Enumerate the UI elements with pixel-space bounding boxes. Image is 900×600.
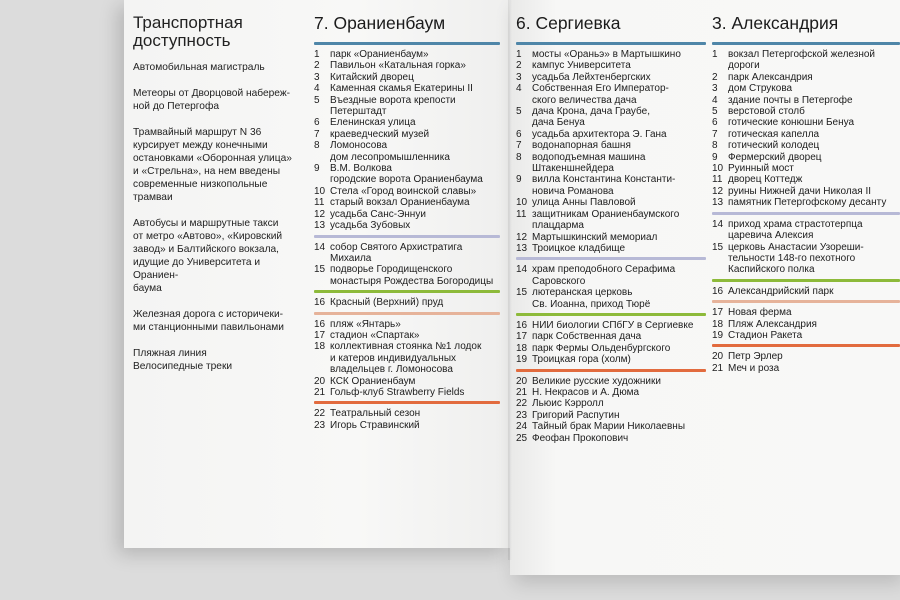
entry-number: 18 [516,342,528,354]
transport-item: Железная дорога с историчеки- ми станционными павильонами [133,309,284,333]
entry-label: водоподъемная машина Штакеншнейдера [532,151,646,175]
entry-label: Стадион Ракета [728,329,803,341]
entry-label: Руинный мост [728,163,794,175]
entry-number: 13 [712,197,724,209]
legend-entry [516,243,706,254]
entry-number: 18 [314,341,326,353]
entry-number: 25 [516,432,528,444]
entry-label: стадион «Спартак» [330,329,420,341]
transport-item: Автомобильная магистраль [133,62,265,73]
legend-group [712,42,900,209]
legend-entry [314,264,500,287]
legend-entry [516,72,706,83]
column-oranienbaum [314,12,500,433]
entry-label: Ломоносова дом лесопромышленника [330,140,450,163]
legend-group [516,313,706,366]
entry-number: 16 [314,318,326,330]
entry-number: 5 [314,94,320,106]
entry-label: мосты «Ораньэ» в Мартышкино [532,49,681,60]
legend-entry [516,209,706,232]
entry-number: 24 [516,421,528,433]
entry-number: 14 [712,218,724,230]
entry-label: Григорий Распутин [532,409,620,421]
color-bar-blue [516,42,706,45]
entry-number: 2 [712,71,718,83]
entry-number: 15 [314,264,326,276]
entry-label: верстовой столб [728,106,805,118]
color-bar-orange [516,369,706,372]
entry-number: 23 [314,419,326,431]
entry-number: 8 [516,151,522,163]
legend-entry [712,140,900,151]
entry-label: усадьба архитектора Э. Гана [532,128,667,140]
entry-number: 16 [712,285,724,297]
transport-column [133,14,303,386]
legend-entry [712,83,900,94]
legend-entry [314,83,500,94]
entry-number: 15 [516,287,528,299]
legend-entry [516,60,706,71]
legend-group [314,42,500,232]
entry-label: усадьба Санс-Эннуи [330,208,426,220]
color-bar-green [516,313,706,316]
entry-label: Фермерский дворец [728,151,822,163]
entry-label: дворец Коттедж [728,174,803,186]
legend-entry [516,129,706,140]
legend-group [314,235,500,288]
legend-entry [516,421,706,432]
entry-label: парк «Ораниенбаум» [330,49,429,60]
entry-number: 19 [712,329,724,341]
entry-label: Пляж Александрия [728,318,817,330]
legend-entry [314,209,500,220]
entry-number: 2 [516,60,522,72]
entry-number: 21 [516,386,528,398]
legend-entry [712,286,900,297]
legend-entry [314,387,500,398]
entry-number: 15 [712,241,724,253]
entry-number: 16 [516,319,528,331]
entry-number: 13 [314,220,326,232]
entry-number: 6 [516,128,522,140]
entry-label: Троицкая гора (холм) [532,354,631,366]
legend-entry [516,264,706,287]
legend-entry [516,287,706,310]
entry-label: Собственная Его Император- ского величества дача [532,83,669,106]
entry-number: 21 [712,362,724,374]
entry-number: 8 [712,140,718,152]
legend-entry [314,95,500,118]
entry-number: 14 [516,264,528,276]
legend-entry [314,297,500,308]
legend-entry [712,197,900,208]
color-bar-lavender [314,235,500,238]
entry-label: Меч и роза [728,362,780,374]
entry-label: старый вокзал Ораниенбаума [330,197,470,209]
color-bar-blue [712,42,900,45]
legend-entry [516,232,706,243]
legend-entry [712,129,900,140]
entry-number: 20 [516,375,528,387]
legend-group [712,300,900,341]
legend-group [712,344,900,374]
entry-number: 9 [712,151,718,163]
legend-entry [314,330,500,341]
legend-entry [516,106,706,129]
legend-entry [314,186,500,197]
entry-label: собор Святого Архистратига Михаила [330,241,463,264]
entry-label: подворье Городищенского монастыря Рождества Богородицы [330,264,494,287]
column-sergievka [516,12,706,446]
entry-label: Павильон «Катальная горка» [330,60,466,72]
color-bar-peach [314,312,500,315]
entry-number: 11 [712,174,723,186]
entry-number: 2 [314,60,320,72]
legend-entry [516,140,706,151]
entry-number: 8 [314,140,320,152]
entry-label: краеведческий музей [330,128,430,140]
entry-number: 10 [314,185,326,197]
legend-entry [314,140,500,163]
entry-number: 1 [516,49,522,60]
entry-label: готический колодец [728,140,820,152]
entry-number: 5 [516,106,522,118]
legend-entry [712,72,900,83]
entry-label: Еленинская улица [330,117,416,129]
entry-label: Стела «Город воинской славы» [330,185,477,197]
legend-group [712,279,900,297]
legend-entry [516,376,706,387]
legend-entry [314,242,500,265]
entry-label: Китайский дворец [330,71,414,83]
entry-number: 22 [314,408,326,420]
legend-entry [712,174,900,185]
legend-entry [314,319,500,330]
entry-number: 9 [314,163,320,175]
entry-label: готическая капелла [728,128,820,140]
entry-number: 4 [314,83,320,95]
entry-label: Феофан Прокопович [532,432,629,444]
entry-number: 6 [712,117,718,129]
entry-label: дача Крона, дача Граубе, дача Бенуа [532,106,650,129]
transport-title: Транспортная доступность [133,13,243,50]
legend-entry [712,117,900,128]
entry-label: НИИ биологии СПбГУ в Сергиевке [532,319,694,331]
transport-item: Автобусы и маршрутные такси от метро «Автово», «Кировский завод» и Балтийского вокзала, идущие до Университета и Ораниен- баума [133,218,283,294]
entry-label: защитникам Ораниенбаумского плацдарма [532,208,680,232]
transport-list [133,61,303,373]
entry-number: 19 [516,354,528,366]
legend-entry [314,197,500,208]
entry-number: 9 [516,174,522,186]
legend-entry [712,186,900,197]
entry-number: 7 [712,128,718,140]
legend-entry [516,410,706,421]
legend-entry [516,152,706,175]
column-title: 6. Сергиевка [516,13,621,33]
legend-entry [712,330,900,341]
entry-label: приход храма страстотерпца царевича Алексия [728,218,863,242]
entry-label: Мартышкинский мемориал [532,231,658,243]
color-bar-blue [314,42,500,45]
entry-label: храм преподобного Серафима Саровского [532,264,676,287]
legend-group [314,312,500,399]
entry-label: КСК Ораниенбаум [330,375,416,387]
color-bar-lavender [516,257,706,260]
entry-number: 16 [314,297,326,309]
legend-entry [712,163,900,174]
legend-entry [314,408,500,419]
entry-label: здание почты в Петергофе [728,94,853,106]
entry-label: Великие русские художники [532,375,661,387]
entry-label: В.М. Волкова городские ворота Ораниенбаума [330,163,483,186]
legend-entry [516,433,706,444]
legend-group [516,42,706,254]
legend-entry [314,163,500,186]
entry-label: вокзал Петергофской железной дороги [728,49,875,72]
entry-label: кампус Университета [532,60,631,72]
entry-number: 12 [314,208,326,220]
legend-entry [712,363,900,374]
legend-group [516,257,706,310]
legend-entry [314,341,500,375]
column-title: 7. Ораниенбаум [314,13,446,33]
entry-number: 3 [516,71,522,83]
entry-number: 20 [712,351,724,363]
color-bar-orange [314,401,500,404]
entry-label: водонапорная башня [532,140,631,152]
legend-entry [516,387,706,398]
legend-entry [712,307,900,318]
entry-label: лютеранская церковь Св. Иоанна, приход Тюрё [532,287,651,310]
legend-entry [516,343,706,354]
column-alexandria [712,12,900,376]
entry-number: 5 [712,106,718,118]
legend-entry [516,174,706,197]
entry-number: 17 [516,331,528,343]
legend-entry [516,331,706,342]
legend-entry [314,60,500,71]
entry-number: 7 [516,140,522,152]
legend-entry [314,49,500,60]
legend-entry [516,83,706,106]
entry-label: Александрийский парк [728,285,834,297]
entry-number: 14 [314,241,326,253]
legend-entry [314,129,500,140]
entry-label: Каменная скамья Екатерины II [330,83,473,95]
transport-item: Метеоры от Дворцовой набереж- ной до Петергофа [133,88,291,112]
legend-entry [516,197,706,208]
entry-label: Тайный брак Марии Николаевны [532,421,686,433]
legend-entry [516,354,706,365]
legend-entry [516,320,706,331]
legend-entry [712,219,900,242]
entry-label: Игорь Стравинский [330,419,420,431]
entry-number: 17 [712,307,724,319]
color-bar-peach [712,300,900,303]
legend-group [314,290,500,308]
legend-entry [712,242,900,276]
legend-group [516,369,706,444]
entry-number: 4 [516,83,522,95]
entry-label: Въездные ворота крепости Петерштадт [330,94,456,118]
entry-number: 11 [314,197,325,209]
entry-label: руины Нижней дачи Николая II [728,185,872,197]
entry-label: церковь Анастасии Узореши- тельности 148-го пехотного Каспийского полка [728,241,864,276]
entry-label: Театральный сезон [330,408,421,420]
entry-label: Красный (Верхний) пруд [330,297,444,309]
entry-number: 21 [314,386,326,398]
brochure-fold [508,0,512,560]
entry-label: Гольф-клуб Strawberry Fields [330,386,465,398]
entry-number: 12 [516,231,528,243]
entry-label: дом Струкова [728,83,793,95]
legend-entry [314,72,500,83]
legend-entry [712,95,900,106]
legend-entry [712,49,900,72]
legend-entry [314,220,500,231]
entry-number: 20 [314,375,326,387]
entry-number: 4 [712,94,718,106]
color-bar-lavender [712,212,900,215]
entry-label: Льюис Кэрролл [532,398,604,410]
legend-entry [516,49,706,60]
entry-number: 3 [712,83,718,95]
entry-number: 23 [516,409,528,421]
entry-number: 13 [516,242,528,254]
legend-entry [712,152,900,163]
entry-label: коллективная стоянка №1 лодок и катеров индивидуальных владельцев г. Ломоносова [330,341,482,376]
legend-group [314,401,500,431]
entry-number: 10 [516,197,528,209]
entry-number: 10 [712,163,724,175]
legend-entry [712,106,900,117]
entry-label: вилла Константина Константи- новича Романова [532,174,676,197]
color-bar-orange [712,344,900,347]
entry-number: 22 [516,398,528,410]
entry-number: 1 [712,49,718,60]
legend-entry [516,398,706,409]
entry-label: Троицкое кладбище [532,242,626,254]
entry-number: 17 [314,329,326,341]
legend-entry [712,351,900,362]
entry-label: пляж «Янтарь» [330,318,401,330]
legend-group [712,212,900,276]
entry-label: парк Собственная дача [532,331,642,343]
entry-label: улица Анны Павловой [532,197,636,209]
transport-item: Пляжная линия Велосипедные треки [133,348,233,372]
legend-entry [314,376,500,387]
entry-label: Новая ферма [728,307,792,319]
entry-number: 7 [314,128,320,140]
entry-label: готические конюшни Бенуа [728,117,855,129]
legend-entry [314,117,500,128]
entry-number: 18 [712,318,724,330]
entry-label: усадьба Зубовых [330,220,411,232]
entry-number: 1 [314,49,320,60]
entry-label: парк Фермы Ольденбургского [532,342,671,354]
entry-label: Н. Некрасов и А. Дюма [532,386,640,398]
color-bar-green [314,290,500,293]
entry-number: 6 [314,117,320,129]
color-bar-green [712,279,900,282]
entry-label: Петр Эрлер [728,351,783,363]
entry-label: усадьба Лейхтенбергских [532,71,651,83]
entry-number: 11 [516,208,527,220]
column-title: 3. Александрия [712,13,839,33]
entry-label: памятник Петергофскому десанту [728,197,887,209]
legend-entry [712,319,900,330]
transport-item: Трамвайный маршрут N 36 курсирует между конечными остановками «Оборонная улица» и «Стрельна», на нем введены современные низкопольные трамваи [133,127,292,203]
entry-number: 12 [712,185,724,197]
entry-number: 3 [314,71,320,83]
legend-entry [314,420,500,431]
entry-label: парк Александрия [728,71,813,83]
